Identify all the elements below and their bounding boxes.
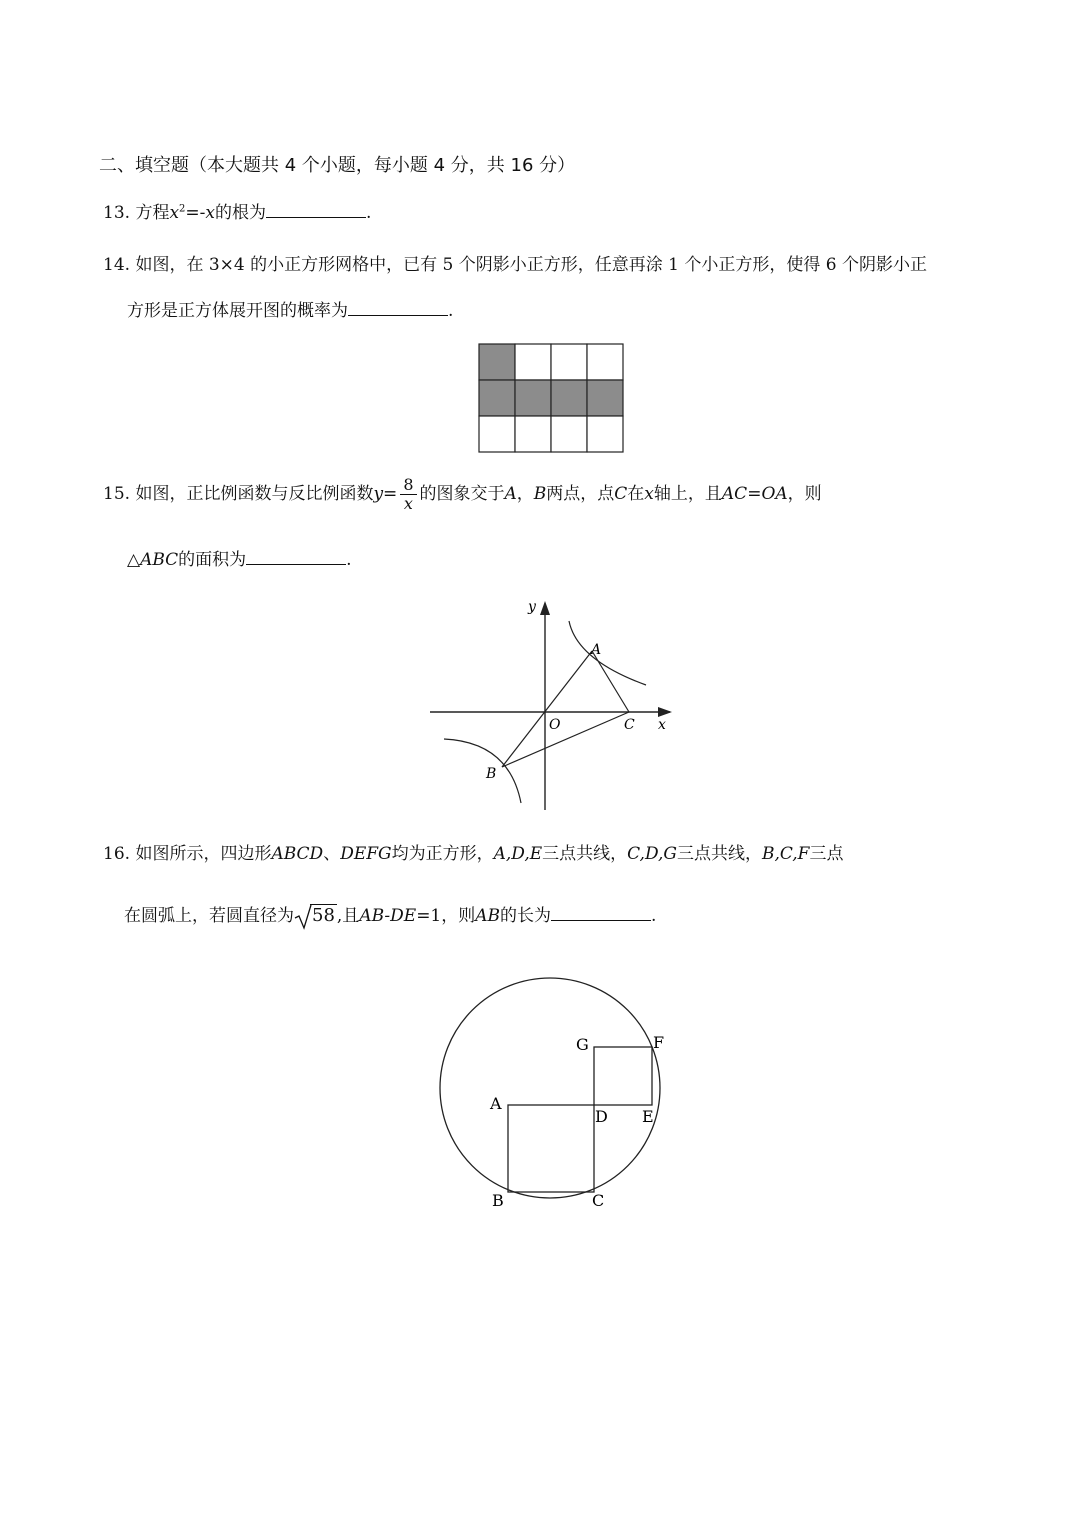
q14-line2: 方形是正方体展开图的概率为 (127, 301, 348, 321)
line-ab (502, 651, 592, 767)
q15-text: 轴上，且 (653, 484, 722, 504)
line-bc (502, 712, 629, 767)
q14-end: . (448, 301, 454, 321)
q16-var: B,C,F (761, 844, 810, 864)
shaded-grid (478, 343, 625, 454)
point-b-label: B (492, 1191, 504, 1210)
question-number: 14. (103, 255, 131, 275)
y-axis-arrow (540, 601, 550, 615)
answer-blank[interactable] (246, 550, 346, 565)
q13-text: 的根为 (215, 203, 267, 223)
q16-sep: 、 (323, 844, 341, 864)
point-f-label: F (653, 1033, 665, 1052)
radicand: 58 (312, 905, 335, 926)
q16-var: AB (475, 906, 501, 926)
grid-cell (551, 344, 587, 380)
answer-blank[interactable] (266, 203, 366, 218)
q15-var: A (504, 484, 517, 504)
point-d-label: D (595, 1107, 608, 1126)
q16-text: ,且 (336, 906, 360, 926)
q13-exp: 2 (179, 203, 186, 215)
question-number: 16. (103, 844, 131, 864)
circle (440, 978, 660, 1198)
question-number: 15. (103, 484, 131, 504)
q15-var: AC (721, 484, 748, 504)
q16-text: 三点共线， (676, 844, 762, 864)
point-o-label: O (549, 717, 561, 733)
q16-var: AB-DE (359, 906, 417, 926)
y-label: y (528, 599, 536, 615)
square-root (294, 907, 337, 925)
grid-cell (587, 416, 623, 452)
question-13 (103, 203, 371, 222)
question-16 (103, 846, 843, 863)
grid-cell (479, 416, 515, 452)
fraction-numerator: 8 (400, 476, 416, 495)
point-c-label: C (624, 717, 635, 733)
q16-text: 在圆弧上，若圆直径为 (124, 906, 294, 926)
point-b-label: B (486, 766, 497, 782)
triangle-symbol: △ (127, 550, 141, 570)
q15-var: ABC (140, 550, 179, 570)
q16-var: C,D,G (627, 844, 677, 864)
q16-text: 三点 (809, 844, 844, 864)
q15-text: 两点，点 (546, 484, 615, 504)
q15-text: ，则 (787, 484, 822, 504)
shaded-cell (479, 344, 515, 380)
q13-text: =- (185, 203, 206, 223)
question-14 (103, 257, 927, 274)
q16-var: ABCD (271, 844, 324, 864)
shaded-cell (515, 380, 551, 416)
q15-sep: ， (516, 484, 534, 504)
question-15-line2 (127, 550, 352, 569)
q16-var: A,D,E (493, 844, 543, 864)
fraction (400, 476, 416, 513)
square-defg (594, 1047, 652, 1105)
q13-var: x (169, 203, 180, 223)
q15-var: OA (761, 484, 788, 504)
point-a-label: A (591, 642, 602, 658)
shaded-cell (479, 380, 515, 416)
q15-y: y= (373, 484, 398, 504)
point-c-label: C (592, 1191, 605, 1210)
q16-text: 均为正方形， (391, 844, 494, 864)
q15-eq: = (747, 484, 762, 504)
q16-text: =1，则 (416, 906, 476, 926)
x-axis-arrow (658, 707, 672, 717)
q15-text: 在 (627, 484, 645, 504)
square-abcd (508, 1105, 594, 1192)
q15-text: 的面积为 (178, 550, 247, 570)
x-label: x (658, 717, 666, 733)
q13-var: x (205, 203, 216, 223)
section-title: 二、填空题（本大题共 4 个小题，每小题 4 分，共 16 分） (99, 155, 576, 176)
question-14-line2 (127, 301, 453, 320)
function-graph (425, 595, 675, 815)
point-a-label: A (490, 1094, 502, 1113)
question-15 (103, 476, 822, 513)
fraction-denominator: x (403, 494, 413, 513)
circle-squares-figure (430, 970, 675, 1215)
q16-text: 三点共线， (542, 844, 628, 864)
grid-cell (551, 416, 587, 452)
q16-text: 如图所示，四边形 (135, 844, 272, 864)
question-16-line2 (124, 906, 656, 925)
line-ac (592, 651, 629, 712)
q15-end: . (346, 550, 352, 570)
q13-text: 方程 (135, 203, 170, 223)
q14-line1: 如图，在 3×4 的小正方形网格中，已有 5 个阴影小正方形，任意再涂 1 个小正方形，使得 6 个阴影小正 (135, 255, 928, 275)
answer-blank[interactable] (551, 906, 651, 921)
q16-end: . (651, 906, 657, 926)
q15-var: C (614, 484, 628, 504)
point-e-label: E (642, 1107, 654, 1126)
grid-cell (515, 344, 551, 380)
q16-text: 的长为 (500, 906, 552, 926)
q15-var: x (644, 484, 654, 504)
q15-text: 的图象交于 (419, 484, 505, 504)
q15-text: 如图，正比例函数与反比例函数 (135, 484, 374, 504)
grid-cell (515, 416, 551, 452)
q15-var: B (533, 484, 547, 504)
hyperbola-branch-2 (444, 739, 521, 803)
question-number: 13. (103, 203, 131, 223)
q13-end: . (366, 203, 372, 223)
answer-blank[interactable] (348, 301, 448, 316)
q16-var: DEFG (340, 844, 392, 864)
shaded-cell (587, 380, 623, 416)
point-g-label: G (576, 1035, 589, 1054)
radical-sign (294, 904, 312, 930)
grid-cell (587, 344, 623, 380)
shaded-cell (551, 380, 587, 416)
